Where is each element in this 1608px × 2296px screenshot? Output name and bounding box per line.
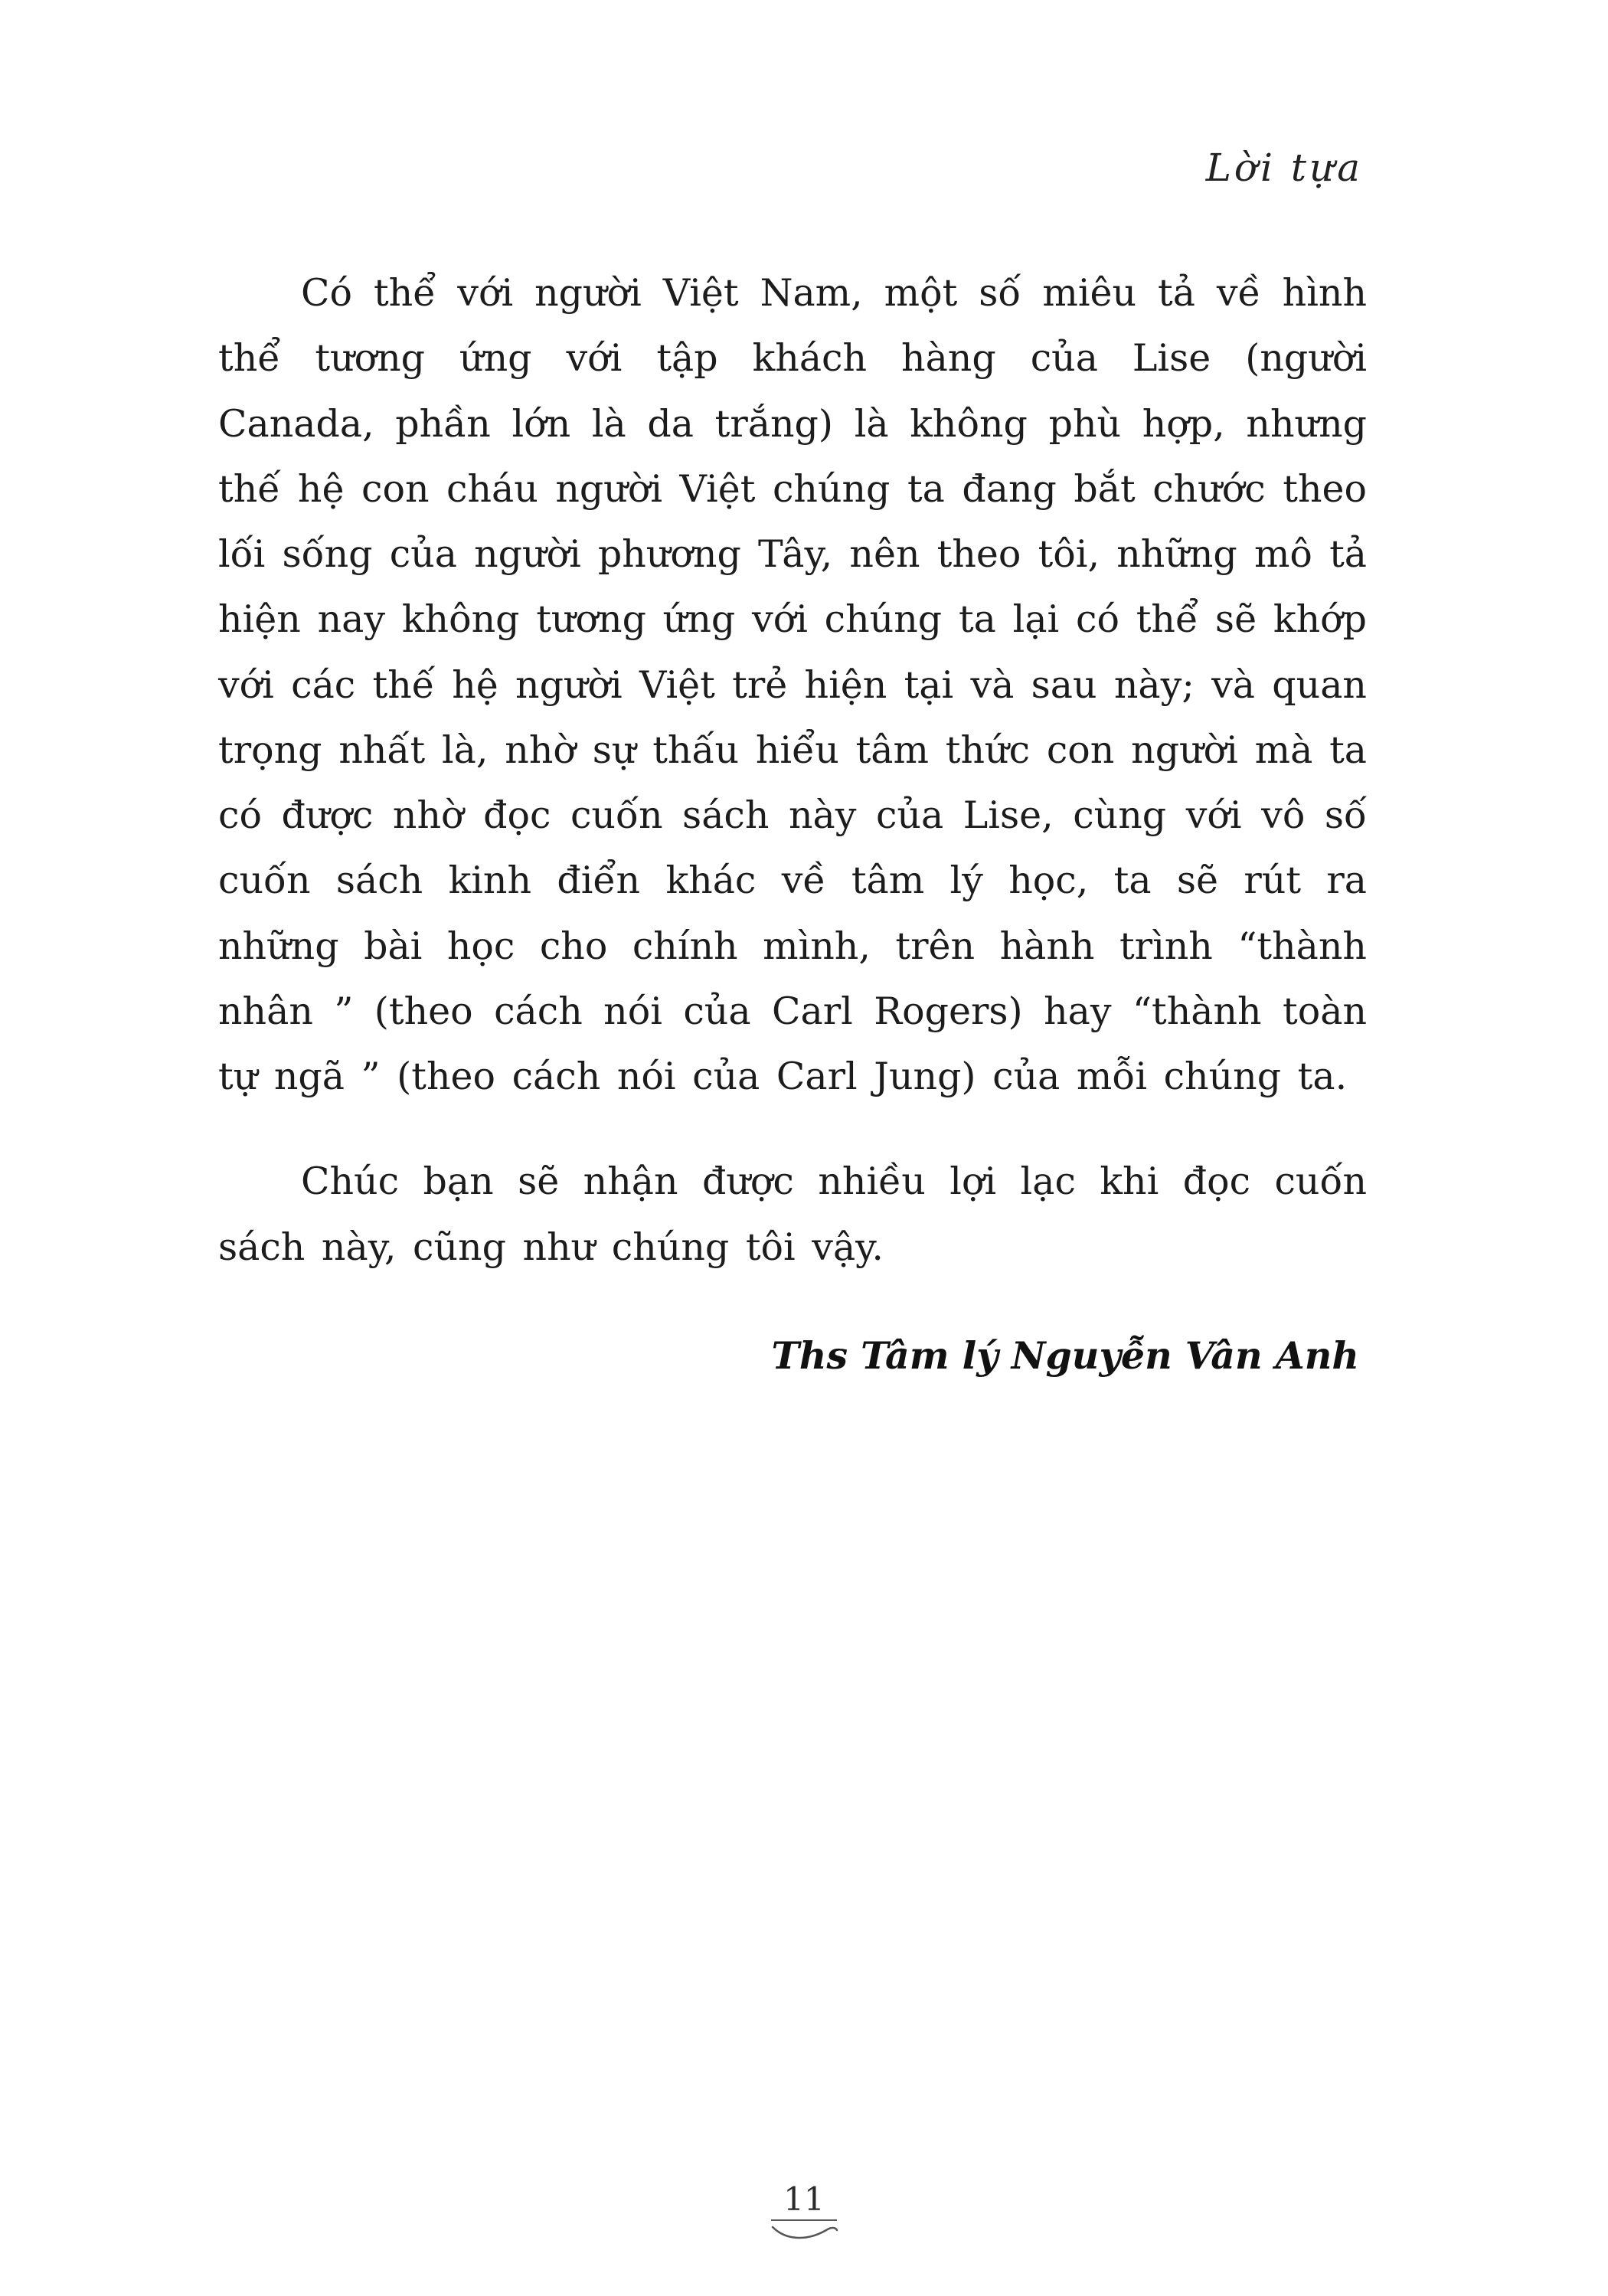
page-content [218, 260, 1367, 1378]
body-paragraph: Có thể với người Việt Nam, một số miêu tả về hình thể tương ứng với tập khách hàng của Lise (người Canada, phần lớn là da trắng) là không phù hợp, nhưng thế hệ con cháu người Việt chúng ta đang bắt chước theo lối sống của người phương Tây, nên theo tôi, những mô tả hiện nay không tương ứng với chúng ta lại có thể sẽ khớp với các thế hệ người Việt trẻ hiện tại và sau này; và quan trọng nhất là, nhờ sự thấu hiểu tâm thức con người mà ta có được nhờ đọc cuốn sách này của Lise, cùng với vô số cuốn sách kinh điển khác về tâm lý học, ta sẽ rút ra những bài học cho chính mình, trên hành trình “thành nhân ” (theo cách nói của Carl Rogers) hay “thành toàn tự ngã ” (theo cách nói của Carl Jung) của mỗi chúng ta. [218, 271, 1367, 1098]
body-paragraph: Chúc bạn sẽ nhận được nhiều lợi lạc khi đọc cuốn sách này, cũng như chúng tôi vậy. [218, 1159, 1367, 1269]
page-number: 11 [771, 2180, 836, 2221]
running-header: Lời tựa [1205, 146, 1363, 190]
page-footer [0, 2180, 1608, 2242]
author-signature: Ths Tâm lý Nguyễn Vân Anh [771, 1333, 1359, 1378]
flourish-icon [770, 2222, 838, 2242]
